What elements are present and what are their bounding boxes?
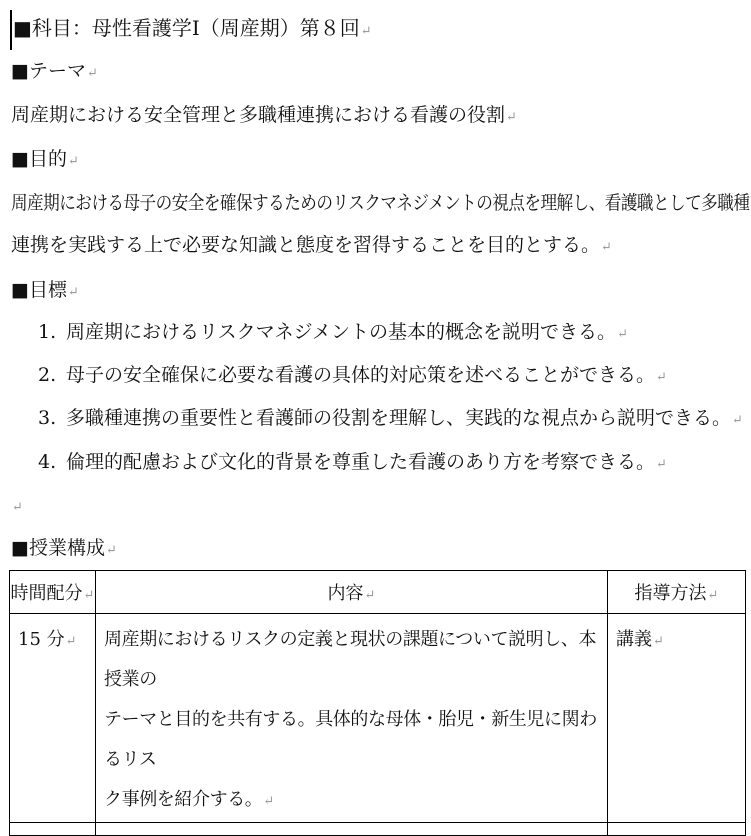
- table-row: [10, 823, 746, 836]
- course-title: [13, 14, 372, 46]
- lesson-structure-table: [9, 570, 746, 836]
- list-item-text: 倫理的配慮および文化的背景を尊重した看護のあり方を考察できる。: [66, 451, 656, 473]
- list-number: 1.: [38, 321, 57, 343]
- paragraph-mark-icon: ↵: [364, 588, 376, 603]
- list-item: [38, 404, 743, 435]
- paragraph-mark-icon: ↵: [67, 285, 79, 300]
- purpose-line-2: [11, 231, 612, 262]
- paragraph-mark-icon: ↵: [617, 327, 628, 342]
- purpose-line-1: 周産期における母子の安全を確保するためのリスクマネジメントの視点を理解し、看護職として多職種: [11, 192, 750, 214]
- paragraph-mark-icon: ↵: [263, 794, 274, 809]
- cell-method: [608, 614, 746, 823]
- text-cursor: [10, 10, 12, 50]
- cell-empty: [608, 823, 746, 836]
- goals-heading: [11, 276, 79, 307]
- structure-heading-text: ■授業構成: [11, 537, 105, 559]
- list-number: 3.: [38, 407, 57, 429]
- structure-heading: [11, 534, 117, 565]
- purpose-heading-text: ■目的: [11, 148, 67, 170]
- list-item: [38, 448, 667, 479]
- cell-content-line: テーマと目的を共有する。具体的な母体・胎児・新生児に関わるリス: [104, 709, 597, 770]
- paragraph-mark-icon: ↵: [12, 500, 23, 515]
- paragraph-mark-icon: ↵: [83, 588, 95, 603]
- table-row: [10, 614, 746, 823]
- paragraph-mark-icon: ↵: [656, 457, 667, 472]
- header-time-text: 時間配分: [10, 583, 83, 604]
- header-content: [96, 571, 608, 614]
- paragraph-mark-icon: ↵: [656, 370, 667, 385]
- paragraph-mark-icon: ↵: [65, 634, 77, 649]
- cell-method-text: 講義: [616, 629, 652, 650]
- cell-time: [10, 614, 96, 823]
- paragraph-mark-icon: ↵: [86, 66, 98, 81]
- list-item-text: 母子の安全確保に必要な看護の具体的対応策を述べることができる。: [66, 364, 656, 386]
- header-method-text: 指導方法: [634, 583, 707, 604]
- paragraph-mark-icon: ↵: [105, 543, 117, 558]
- header-time: [10, 571, 96, 614]
- cell-time-text: 15 分: [18, 629, 65, 650]
- header-method: [608, 571, 746, 614]
- header-content-text: 内容: [327, 583, 364, 604]
- cell-content-line-text: ク事例を紹介する。: [104, 789, 263, 810]
- cell-content-line: [104, 780, 599, 822]
- list-number: 4.: [38, 451, 57, 473]
- cell-content: [96, 614, 608, 823]
- paragraph-mark-icon: ↵: [601, 240, 612, 255]
- paragraph-mark-icon: ↵: [360, 24, 372, 39]
- purpose-line-2-text: 連携を実践する上で必要な知識と態度を習得することを目的とする。: [11, 234, 601, 256]
- paragraph-mark-icon: ↵: [707, 588, 719, 603]
- purpose-heading: [11, 145, 79, 176]
- list-item-text: 多職種連携の重要性と看護師の役割を理解し、実践的な視点から説明できる。: [66, 407, 732, 429]
- list-item-text: 周産期におけるリスクマネジメントの基本的概念を説明できる。: [66, 321, 617, 343]
- cell-content-line: 周産期におけるリスクの定義と現状の課題について説明し、本授業の: [104, 629, 597, 690]
- paragraph-mark-icon: ↵: [653, 634, 664, 649]
- list-number: 2.: [38, 364, 57, 386]
- cell-empty: [96, 823, 608, 836]
- list-item: [38, 361, 667, 392]
- course-title-text: ■科目：母性看護学Ⅰ（周産期）第８回: [13, 16, 360, 40]
- paragraph-mark-icon: ↵: [67, 154, 79, 169]
- empty-paragraph: [11, 491, 23, 522]
- goals-heading-text: ■目標: [11, 279, 67, 301]
- paragraph-mark-icon: ↵: [732, 413, 743, 428]
- list-item: [38, 318, 628, 349]
- paragraph-mark-icon: ↵: [506, 110, 517, 125]
- theme-heading: [11, 57, 98, 88]
- table-header-row: [10, 571, 746, 614]
- theme-heading-text: ■テーマ: [11, 60, 86, 82]
- theme-body-text: 周産期における安全管理と多職種連携における看護の役割: [11, 104, 506, 126]
- cell-empty: [10, 823, 96, 836]
- theme-body: [11, 101, 517, 132]
